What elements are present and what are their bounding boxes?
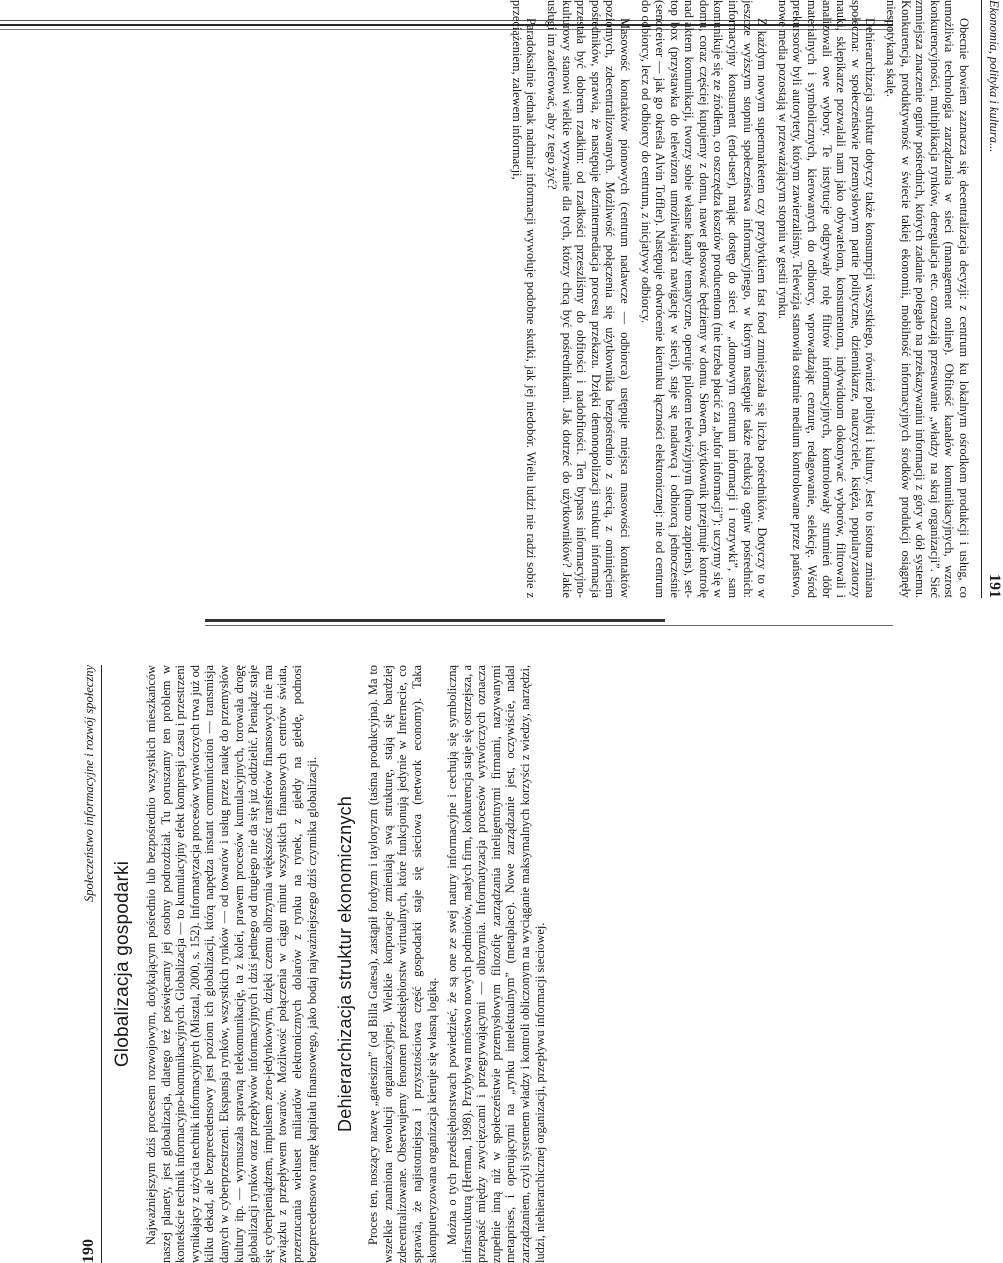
paragraph: Dehierarchizacja struktur dotyczy także konsumpcji wszystkiego, również polityki i kultury. Jest to istotna zmiana społeczna: w społeczeństwie przemysłowym partie polityczne, dziennikarze, nauczyciele, księża, popularyzatorzy nauki, sklepikarze pozwalali nam jako obywatelom, konsumentom, indywiduom dokonywać wyborów, filtrowali i analizowali owe wybory. Te instytucje odgrywały rolę filtrów informacyjnych, kontrolowały strumień dóbr materialnych i symbolicznych, kierowanych do odbiorcy, wprowadzając cenzurę, redagowanie, selekcję. Wśród prekursorów byli autorytety, którym zawierzaliśmy. Telewizja stanowiła ostatnie medium kontrolowane przez państwo, nowe media pozostają w przeważającym stopniu w gestii rynku.: [775, 0, 878, 598]
paragraph: Masowość kontaktów pionowych (centrum nadawcze — odbiorca) ustępuje miejsca masowości kontaktów poziomych, zdecentralizowanych. Możliwość połączenia się użytkownika bezpośrednio z siecią, z ominięciem pośredników, sprawia, że następuje dezintermediacja procesu przekazu. Dzięki demonopolizacji struktur informacja przestała być dobrem rzadkim: od rzadkości przeszliśmy do obfitości i nadobfitości. Ten bypass informacyjno-kulturowy stanowi wielkie wyzwanie dla tych, którzy chcą być pośrednikami. Jak dotrzeć do użytkowników? Jakie usługi im zaoferować, aby z tego żyć?: [544, 0, 632, 598]
fold-line: [205, 625, 893, 626]
page-header: [981, 0, 1003, 598]
fold-line: [205, 619, 665, 622]
section-title: Dehierarchizacja struktur ekonomicznych: [335, 796, 356, 1132]
paragraph: Proces ten, noszący nazwę „gatesizm” (od Billa Gatesa), zastąpił fordyzm i tayloryzm (taśma produkcyjna). Ma to wszelkie znamiona rewolucji organizacyjnej. Wielkie korporacje zmieniają swą strukturę, stają się bardziej zdecentralizowane. Obserwujemy fenomen przedsiębiorstw wirtualnych, które funkcjonują jedynie w Internecie, co sprawia, że najistotniejsza i przysztościowa część gospodarki staje się sieciowa (network economy). Taka skomputeryzowana organizacja kieruje się własną logiką.: [366, 665, 439, 1263]
paragraph: Obecnie bowiem zaznacza się decentralizacja decyzji: z centrum ku lokalnym ośrodkom produkcji i usług, co umożliwia technologia zarządzania w sieci (management online). Obfitość kanałów komunikacyjnych, wzrost konkurencyjności, multiplikacja rynków, deregulacja etc. oznaczają przesuwanie „władzy na skraj organizacji”. Sieć zmniejsza znaczenie ogniw pośrednich, których zadanie polegało na przekazywaniu informacji z góry w dół systemu. Konkurencja, produktywność w świecie takiej ekonomii, mobilność informacyjnych środków produkcji osiągnęły niespotykaną skalę.: [884, 0, 971, 598]
paragraph: Z każdym nowym supermarketem czy przybytkiem fast food zmniejszała się liczba pośredników. Dotyczy to w jeszcze wyższym stopniu społeczeństwa informacyjnego, w którym następuje także redukcja ogniw pośrednich: informacyjny konsument (end-user), mając dostęp do sieci w „domowym centrum informacji i rozrywki”, sam komunikuje się ze źródłem, co oszczędza kosztów producentom (nie trzeba płacić za „bufor informacji”): uczymy się w domu, coraz częściej kupujemy z domu, nawet głosować będziemy w domu. Słowem, użytkownik przejmuje kontrolę nad aktem komunikacji, tworzy sobie własne kanały tematyczne, operuje pilotem telewizyjnym (homo zappiens), set-top box (przystawka do telewizora umożliwiająca nawigację w sieci), staje się nadawcą i odbiorcą jednocześnie (sendceiver — jak go określa Alvin Toffler). Następuje odwrócenie kierunku łączności elektronicznej: nie od centrum do odbiorcy, lecz od odbiorcy do centrum, z inicjatywy odbiorcy.: [638, 0, 770, 598]
paragraph: Najważniejszym dziś procesem rozwojowym, dotykającym pośrednio lub bezpośrednio wszystkich mieszkańców naszej planety, jest globalizacja, dlatego też poświęcamy jej osobny podrozdział. Tu poruszamy ten problem w kontekście technik informacyjno-komunikacyjnych. Globalizacja — to kumulacyjny efekt kompresji czasu i przestrzeni wynikający z użycia technik informacyjnych (Misztal, 2000, s. 152). Informatyzacja procesów wytwórczych trwa już od kilku dekad, ale bezprecedensowy jest poziom ich globalizacji, którą napędza instant communication — transmisja danych w cyberprzestrzeni. Ekspansja rynków, wszystkich rynków — od towarów i usług przez naukę do przemysłów kultury itp. — wymuszała sprawną telekomunikację, ta z kolei, prawem procesów kumulacyjnych, torowała drogę globalizacji rynków oraz przepływów informacyjnych i dziś jednego od drugiego nie da się już oddzielić. Pieniądz staje się cyberpieniądzem, impulsem zero-jedynkowym, dzięki czemu olbrzymia większość transferów finansowych nie ma związku z przepływem towarów. Możliwość połączenia w ciągu minut wszystkich finansowych centrów świata, przerzucania wieluset miliardów elektronicznych dolarów z rynku na rynek, z giełdy na giełdę, podnosi bezprecedensowo rangę kapitału finansowego, jako bodaj najważniejszego dziś czynnika globalizacji.: [144, 665, 319, 1263]
page-number: 190: [80, 1239, 97, 1263]
running-head: Ekonomia, polityka i kultura...: [987, 0, 1001, 153]
book-page-191: [509, 0, 1003, 598]
gutter-fold: [0, 605, 893, 645]
running-head: Społeczeństwo informacyjne i rozwój społeczny: [82, 665, 96, 903]
book-page-190: [80, 665, 550, 1263]
paragraph: Można o tych przedsiębiorstwach powiedzieć, że są one ze swej natury informacyjne i cechują się symboliczną infrastrukturą (Herman, 1998). Przybywa mnóstwo nowych podmiotów, małych firm, konkurencja staje się ostrzejsza, a przepaść między zwycięzcami i przegrywającymi — olbrzymia. Informatyzacja procesów wytwórczych oznacza zupełnie inną niż w społeczeństwie przemysłowym filozofię zarządzania inteligentnymi firmami, nazywanymi metaprises, i operującymi na „rynku intelektualnym” (metaplace). Nowe zarządzanie jest, oczywiście, nadal zarządzaniem, czyli systemem władzy i kontroli obliczonym na wyciąganie maksymalnych korzyści z wiedzy, narzędzi, ludzi, niehierarchicznej organizacji, przepływu informacji sieciowej.: [445, 665, 547, 1263]
page-header: [80, 665, 102, 1263]
section-title: Globalizacja gospodarki: [112, 860, 133, 1068]
paragraph: Paradoksalnie jednak nadmiar informacji wywołuje podobne skutki, jak jej niedobór. Wielu ludzi nie radzi sobie z przeciążeniem, zalewem informacji,: [509, 0, 539, 598]
page-number: 191: [986, 574, 1003, 598]
